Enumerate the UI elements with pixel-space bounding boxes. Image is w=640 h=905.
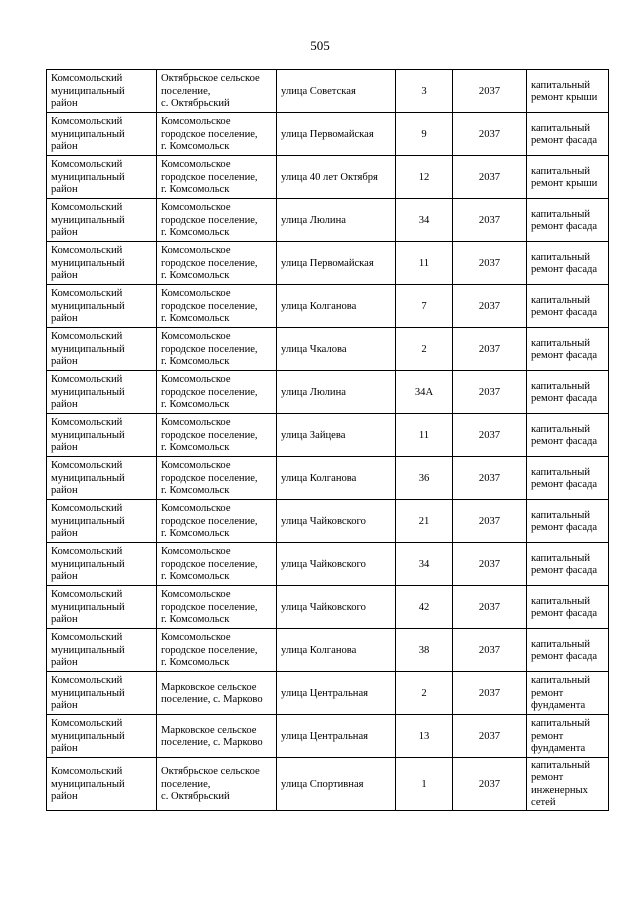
work-type-cell-text: капитальный ремонт фундамента <box>531 675 591 712</box>
work-type-cell <box>527 586 609 629</box>
district-cell <box>47 629 157 672</box>
settlement-cell <box>157 113 277 156</box>
district-cell-text: Комсомольский муниципальный район <box>51 718 125 755</box>
year-cell: 2037 <box>453 371 527 414</box>
table-row <box>47 758 609 811</box>
street-cell: улица Зайцева <box>277 414 396 457</box>
house-number-cell: 3 <box>396 70 453 113</box>
year-cell: 2037 <box>453 113 527 156</box>
street-cell: улица 40 лет Октября <box>277 156 396 199</box>
house-number-cell: 42 <box>396 586 453 629</box>
table-row <box>47 328 609 371</box>
district-cell <box>47 715 157 758</box>
district-cell <box>47 371 157 414</box>
house-number-cell: 34 <box>396 199 453 242</box>
table-row <box>47 457 609 500</box>
work-type-cell <box>527 629 609 672</box>
house-number-cell: 9 <box>396 113 453 156</box>
house-number-cell: 38 <box>396 629 453 672</box>
house-number-cell: 1 <box>396 758 453 811</box>
street-cell: улица Центральная <box>277 672 396 715</box>
district-cell-text: Комсомольский муниципальный район <box>51 675 125 712</box>
work-type-cell <box>527 543 609 586</box>
work-type-cell <box>527 113 609 156</box>
year-cell: 2037 <box>453 242 527 285</box>
settlement-cell-text: Комсомольское городское поселение, г. Комсомольск <box>161 546 258 583</box>
house-number-cell: 11 <box>396 242 453 285</box>
house-number-cell: 7 <box>396 285 453 328</box>
work-type-cell <box>527 715 609 758</box>
settlement-cell <box>157 242 277 285</box>
district-cell-text: Комсомольский муниципальный район <box>51 116 125 153</box>
district-cell <box>47 414 157 457</box>
district-cell-text: Комсомольский муниципальный район <box>51 417 125 454</box>
year-cell: 2037 <box>453 586 527 629</box>
work-type-cell <box>527 500 609 543</box>
settlement-cell <box>157 457 277 500</box>
table-row <box>47 70 609 113</box>
work-type-cell-text: капитальный ремонт крыши <box>531 79 598 103</box>
street-cell: улица Чкалова <box>277 328 396 371</box>
street-cell: улица Советская <box>277 70 396 113</box>
district-cell-text: Комсомольский муниципальный район <box>51 73 125 110</box>
district-cell-text: Комсомольский муниципальный район <box>51 589 125 626</box>
settlement-cell-text: Комсомольское городское поселение, г. Комсомольск <box>161 331 258 368</box>
year-cell: 2037 <box>453 199 527 242</box>
street-cell: улица Первомайская <box>277 113 396 156</box>
settlement-cell <box>157 586 277 629</box>
district-cell <box>47 457 157 500</box>
street-cell: улица Первомайская <box>277 242 396 285</box>
work-type-cell <box>527 199 609 242</box>
year-cell: 2037 <box>453 285 527 328</box>
repair-schedule-table <box>46 69 609 811</box>
page-number: 505 <box>310 38 330 53</box>
table-row <box>47 715 609 758</box>
settlement-cell-text: Комсомольское городское поселение, г. Комсомольск <box>161 632 258 669</box>
work-type-cell <box>527 758 609 811</box>
year-cell: 2037 <box>453 414 527 457</box>
work-type-cell-text: капитальный ремонт фасада <box>531 380 598 404</box>
district-cell-text: Комсомольский муниципальный район <box>51 159 125 196</box>
street-cell: улица Чайковского <box>277 586 396 629</box>
table-row <box>47 586 609 629</box>
street-cell: улица Колганова <box>277 629 396 672</box>
district-cell-text: Комсомольский муниципальный район <box>51 202 125 239</box>
street-cell: улица Люлина <box>277 371 396 414</box>
table-row <box>47 285 609 328</box>
street-cell: улица Люлина <box>277 199 396 242</box>
district-cell <box>47 242 157 285</box>
settlement-cell <box>157 70 277 113</box>
settlement-cell-text: Комсомольское городское поселение, г. Комсомольск <box>161 288 258 325</box>
house-number-cell: 34А <box>396 371 453 414</box>
street-cell: улица Колганова <box>277 285 396 328</box>
table-row <box>47 414 609 457</box>
table-row <box>47 242 609 285</box>
work-type-cell <box>527 414 609 457</box>
work-type-cell <box>527 371 609 414</box>
settlement-cell-text: Комсомольское городское поселение, г. Комсомольск <box>161 116 258 153</box>
district-cell-text: Комсомольский муниципальный район <box>51 245 125 282</box>
district-cell <box>47 199 157 242</box>
settlement-cell-text: Комсомольское городское поселение, г. Комсомольск <box>161 245 258 282</box>
settlement-cell <box>157 715 277 758</box>
house-number-cell: 21 <box>396 500 453 543</box>
house-number-cell: 2 <box>396 672 453 715</box>
district-cell <box>47 70 157 113</box>
year-cell: 2037 <box>453 457 527 500</box>
table-row <box>47 113 609 156</box>
table-row <box>47 371 609 414</box>
settlement-cell-text: Марковское сельское поселение, с. Марково <box>161 681 263 705</box>
settlement-cell <box>157 156 277 199</box>
work-type-cell-text: капитальный ремонт инженерных сетей <box>531 760 591 809</box>
settlement-cell-text: Комсомольское городское поселение, г. Комсомольск <box>161 589 258 626</box>
work-type-cell-text: капитальный ремонт фасада <box>531 208 598 232</box>
house-number-cell: 12 <box>396 156 453 199</box>
house-number-cell: 36 <box>396 457 453 500</box>
work-type-cell <box>527 242 609 285</box>
settlement-cell <box>157 672 277 715</box>
district-cell <box>47 586 157 629</box>
street-cell: улица Колганова <box>277 457 396 500</box>
table-row <box>47 543 609 586</box>
settlement-cell <box>157 758 277 811</box>
work-type-cell-text: капитальный ремонт фасада <box>531 595 598 619</box>
district-cell <box>47 328 157 371</box>
settlement-cell-text: Октябрьское сельское поселение, с. Октябрьский <box>161 766 260 803</box>
table-row <box>47 500 609 543</box>
work-type-cell <box>527 328 609 371</box>
work-type-cell-text: капитальный ремонт фасада <box>531 638 598 662</box>
year-cell: 2037 <box>453 328 527 371</box>
settlement-cell-text: Комсомольское городское поселение, г. Комсомольск <box>161 159 258 196</box>
settlement-cell-text: Комсомольское городское поселение, г. Комсомольск <box>161 503 258 540</box>
year-cell: 2037 <box>453 156 527 199</box>
table-row <box>47 629 609 672</box>
work-type-cell <box>527 156 609 199</box>
work-type-cell <box>527 285 609 328</box>
settlement-cell-text: Октябрьское сельское поселение, с. Октябрьский <box>161 73 260 110</box>
work-type-cell-text: капитальный ремонт фундамента <box>531 718 591 755</box>
district-cell-text: Комсомольский муниципальный район <box>51 374 125 411</box>
street-cell: улица Чайковского <box>277 500 396 543</box>
year-cell: 2037 <box>453 500 527 543</box>
work-type-cell-text: капитальный ремонт фасада <box>531 122 598 146</box>
district-cell-text: Комсомольский муниципальный район <box>51 546 125 583</box>
house-number-cell: 2 <box>396 328 453 371</box>
district-cell <box>47 543 157 586</box>
district-cell-text: Комсомольский муниципальный район <box>51 331 125 368</box>
year-cell: 2037 <box>453 629 527 672</box>
year-cell: 2037 <box>453 543 527 586</box>
work-type-cell <box>527 672 609 715</box>
settlement-cell <box>157 629 277 672</box>
settlement-cell <box>157 500 277 543</box>
work-type-cell-text: капитальный ремонт фасада <box>531 509 598 533</box>
year-cell: 2037 <box>453 715 527 758</box>
year-cell: 2037 <box>453 672 527 715</box>
table-row <box>47 672 609 715</box>
district-cell <box>47 672 157 715</box>
work-type-cell-text: капитальный ремонт фасада <box>531 466 598 490</box>
work-type-cell-text: капитальный ремонт фасада <box>531 423 598 447</box>
settlement-cell <box>157 328 277 371</box>
work-type-cell <box>527 70 609 113</box>
table-row <box>47 199 609 242</box>
settlement-cell <box>157 543 277 586</box>
district-cell-text: Комсомольский муниципальный район <box>51 288 125 325</box>
settlement-cell <box>157 414 277 457</box>
settlement-cell-text: Марковское сельское поселение, с. Марково <box>161 724 263 748</box>
work-type-cell-text: капитальный ремонт фасада <box>531 337 598 361</box>
house-number-cell: 11 <box>396 414 453 457</box>
district-cell <box>47 285 157 328</box>
house-number-cell: 34 <box>396 543 453 586</box>
work-type-cell <box>527 457 609 500</box>
street-cell: улица Чайковского <box>277 543 396 586</box>
work-type-cell-text: капитальный ремонт фасада <box>531 294 598 318</box>
table-row <box>47 156 609 199</box>
work-type-cell-text: капитальный ремонт крыши <box>531 165 598 189</box>
district-cell <box>47 156 157 199</box>
district-cell <box>47 500 157 543</box>
district-cell-text: Комсомольский муниципальный район <box>51 503 125 540</box>
settlement-cell <box>157 285 277 328</box>
table-body <box>47 70 609 811</box>
settlement-cell-text: Комсомольское городское поселение, г. Комсомольск <box>161 417 258 454</box>
district-cell <box>47 758 157 811</box>
settlement-cell-text: Комсомольское городское поселение, г. Комсомольск <box>161 202 258 239</box>
district-cell-text: Комсомольский муниципальный район <box>51 460 125 497</box>
house-number-cell: 13 <box>396 715 453 758</box>
work-type-cell-text: капитальный ремонт фасада <box>531 251 598 275</box>
work-type-cell-text: капитальный ремонт фасада <box>531 552 598 576</box>
year-cell: 2037 <box>453 70 527 113</box>
settlement-cell <box>157 371 277 414</box>
year-cell: 2037 <box>453 758 527 811</box>
street-cell: улица Центральная <box>277 715 396 758</box>
settlement-cell-text: Комсомольское городское поселение, г. Комсомольск <box>161 374 258 411</box>
street-cell: улица Спортивная <box>277 758 396 811</box>
settlement-cell-text: Комсомольское городское поселение, г. Комсомольск <box>161 460 258 497</box>
district-cell <box>47 113 157 156</box>
district-cell-text: Комсомольский муниципальный район <box>51 632 125 669</box>
settlement-cell <box>157 199 277 242</box>
district-cell-text: Комсомольский муниципальный район <box>51 766 125 803</box>
